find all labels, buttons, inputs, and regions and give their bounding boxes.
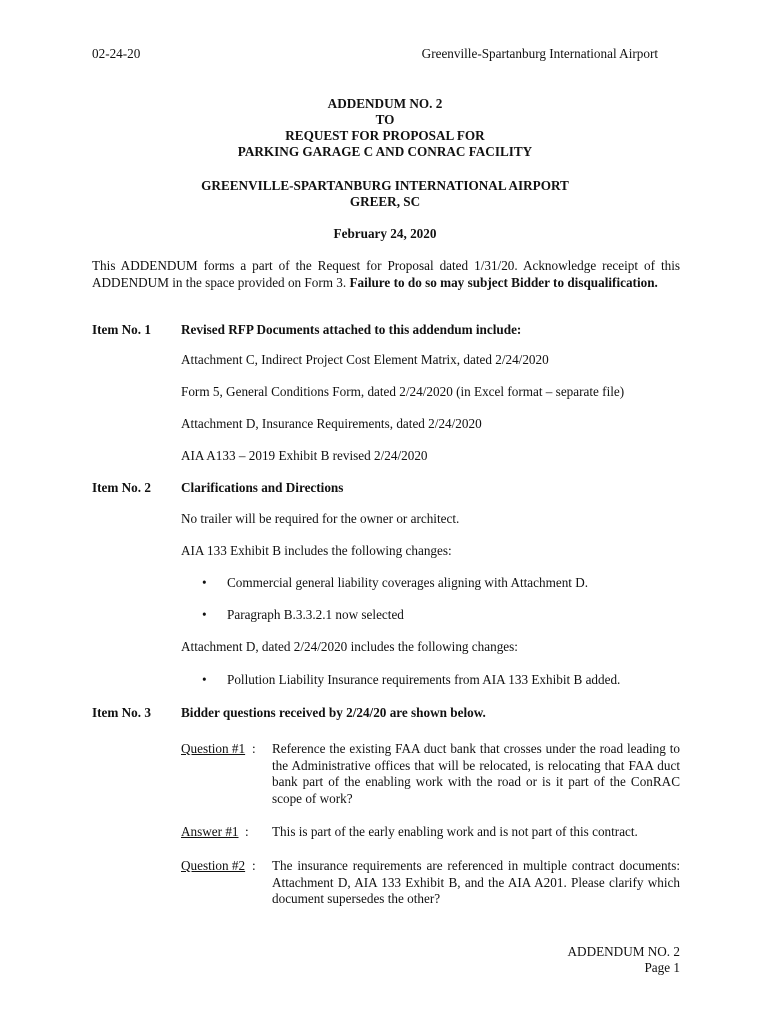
item1-line: Attachment C, Indirect Project Cost Element Matrix, dated 2/24/2020 bbox=[181, 352, 549, 367]
colon: : bbox=[245, 824, 249, 839]
item2-paragraph: AIA 133 Exhibit B includes the following changes: bbox=[181, 543, 452, 558]
item2-paragraph: Attachment D, dated 2/24/2020 includes the following changes: bbox=[181, 639, 518, 654]
footer-page-number: Page 1 bbox=[644, 960, 680, 975]
bullet-icon: • bbox=[202, 575, 207, 590]
title-project: PARKING GARAGE C AND CONRAC FACILITY bbox=[237, 144, 533, 159]
answer1-label: Answer #1 bbox=[181, 824, 239, 839]
title-to: TO bbox=[375, 112, 395, 127]
answer1-text: This is part of the early enabling work and is not part of this contract. bbox=[272, 824, 638, 839]
item3-label: Item No. 3 bbox=[92, 705, 151, 720]
title-location: GREER, SC bbox=[349, 194, 421, 209]
question1-label: Question #1 bbox=[181, 741, 246, 756]
title-addendum: ADDENDUM NO. 2 bbox=[327, 96, 443, 111]
item2-heading: Clarifications and Directions bbox=[181, 480, 344, 495]
colon: : bbox=[252, 858, 256, 873]
intro-text: This ADDENDUM forms a part of the Request for Proposal dated 1/31/20. Acknowledge receipt of this ADDENDUM in the space provided on Form 3. bbox=[92, 258, 680, 290]
footer-addendum: ADDENDUM NO. 2 bbox=[567, 944, 680, 959]
title-airport: GREENVILLE-SPARTANBURG INTERNATIONAL AIRPORT bbox=[201, 178, 569, 193]
item1-line: Attachment D, Insurance Requirements, dated 2/24/2020 bbox=[181, 416, 482, 431]
bullet-item: Pollution Liability Insurance requirements from AIA 133 Exhibit B added. bbox=[227, 672, 621, 687]
bullet-icon: • bbox=[202, 607, 207, 622]
title-rfp: REQUEST FOR PROPOSAL FOR bbox=[285, 128, 485, 143]
question2-label: Question #2 bbox=[181, 858, 246, 873]
item1-line: AIA A133 – 2019 Exhibit B revised 2/24/2020 bbox=[181, 448, 428, 463]
bullet-icon: • bbox=[202, 672, 207, 687]
header-organization: Greenville-Spartanburg International Airport bbox=[421, 46, 658, 61]
intro-bold-text: Failure to do so may subject Bidder to disqualification. bbox=[349, 274, 658, 290]
item2-paragraph: No trailer will be required for the owner or architect. bbox=[181, 511, 460, 526]
item1-line: Form 5, General Conditions Form, dated 2/24/2020 (in Excel format – separate file) bbox=[181, 384, 625, 399]
intro-paragraph bbox=[92, 258, 680, 291]
item3-heading: Bidder questions received by 2/24/20 are shown below. bbox=[181, 705, 486, 720]
bullet-item: Paragraph B.3.3.2.1 now selected bbox=[227, 607, 404, 622]
item1-heading: Revised RFP Documents attached to this addendum include: bbox=[181, 322, 522, 337]
bullet-item: Commercial general liability coverages aligning with Attachment D. bbox=[227, 575, 589, 590]
item2-label: Item No. 2 bbox=[92, 480, 151, 495]
question2-text: The insurance requirements are referenced in multiple contract documents: Attachment D, AIA 133 Exhibit B, and the AIA A201. Please clarify which document supersedes the other? bbox=[272, 858, 680, 906]
title-date: February 24, 2020 bbox=[333, 226, 437, 241]
colon: : bbox=[252, 741, 256, 756]
header-date: 02-24-20 bbox=[92, 46, 141, 61]
item1-label: Item No. 1 bbox=[92, 322, 151, 337]
question1-text: Reference the existing FAA duct bank that crosses under the road leading to the Administrative offices that will be relocated, is relocating that FAA duct bank part of the enabling work with the road or is it part of the ConRAC scope of work? bbox=[272, 741, 680, 806]
